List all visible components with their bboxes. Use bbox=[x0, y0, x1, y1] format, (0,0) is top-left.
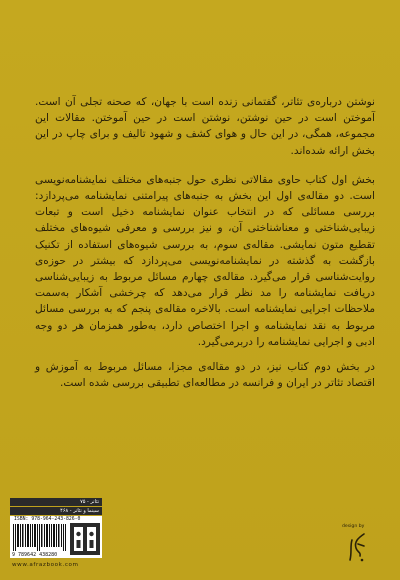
barcode-digits-group1: 789642 bbox=[18, 552, 37, 558]
blurb-paragraph-intro: نوشتن درباره‌ی تئاتر، گفتمانی زنده است با جهان، که صحنه تجلی آن است. آموختن است در حین نوشتن، نوشتن است در حین آموختن. مقالات این مجموعه، همگی، در این حال و هوای کشف و شهود تالیف و برای چاپ در این بخش ارائه شده‌اند. bbox=[35, 96, 375, 157]
barcode-digits-group2: 438280 bbox=[39, 552, 58, 558]
series-code bbox=[10, 507, 102, 516]
barcode-block bbox=[10, 498, 102, 568]
cover-blurb bbox=[35, 94, 375, 400]
afraz-publisher-logo-icon bbox=[70, 523, 100, 555]
series-label bbox=[10, 498, 102, 507]
blurb-paragraph-part-two: در بخش دوم کتاب نیز، در دو مقاله‌ی مجزا، مسائل مربوط به آموزش و اقتصاد تئاتر در ایران و فرانسه در مطالعه‌ای تطبیقی بررسی شده است. bbox=[35, 361, 375, 390]
barcode-panel bbox=[10, 516, 102, 558]
publisher-website: www.afrazbook.com bbox=[12, 562, 79, 568]
blurb-paragraph-part-one: بخش اول کتاب حاوی مقالاتی نظری حول جنبه‌های مختلف نمایشنامه‌نویسی است. دو مقاله‌ی اول این بخش به جنبه‌های پیرامتنی نمایشنامه می‌پردازد: بررسی مسائلی که در انتخاب عنوان نمایشنامه دخیل است و تبعات زیبایی‌شناختی و معناشناختی آن، و نیز بررسی و معرفی شیوه‌های مختلف تقطیع متون نمایشی. مقاله‌ی سوم، به بررسی شیوه‌های استفاده از تکنیک بازگشت به گذشته در نمایشنامه‌نویسی می‌پردازد که بیشتر در حوزه‌ی روایت‌شناسی قرار می‌گیرد. مقاله‌ی چهارم مسائل مربوط به زیبایی‌شناسی دریافت نمایشنامه را مد نظر قرار می‌دهد که چرخشی آشکار به‌سمت ملاحظات اجرایی نمایشنامه است. بالاخره مقاله‌ی پنجم که به بررسی مسائل مربوط به نقد نمایشنامه و اجرا اختصاص دارد، به‌طور همزمان هر دو وجه ادبی و اجرایی نمایشنامه را دربرمی‌گیرد. bbox=[35, 173, 375, 348]
barcode-icon bbox=[13, 524, 67, 551]
designer-signature-icon bbox=[344, 530, 370, 564]
isbn-number: ISBN: 978-964-243-826-0 bbox=[14, 517, 81, 522]
barcode-digits bbox=[12, 552, 57, 558]
series-code-text: سینما و تئاتر - ۴۶۸ bbox=[60, 508, 99, 514]
barcode-digit-lead: 9 bbox=[12, 552, 16, 558]
designer-label: design by bbox=[342, 524, 365, 529]
designer-credit bbox=[342, 524, 372, 564]
series-label-text: تئاتر - ۷۵ bbox=[80, 499, 99, 505]
